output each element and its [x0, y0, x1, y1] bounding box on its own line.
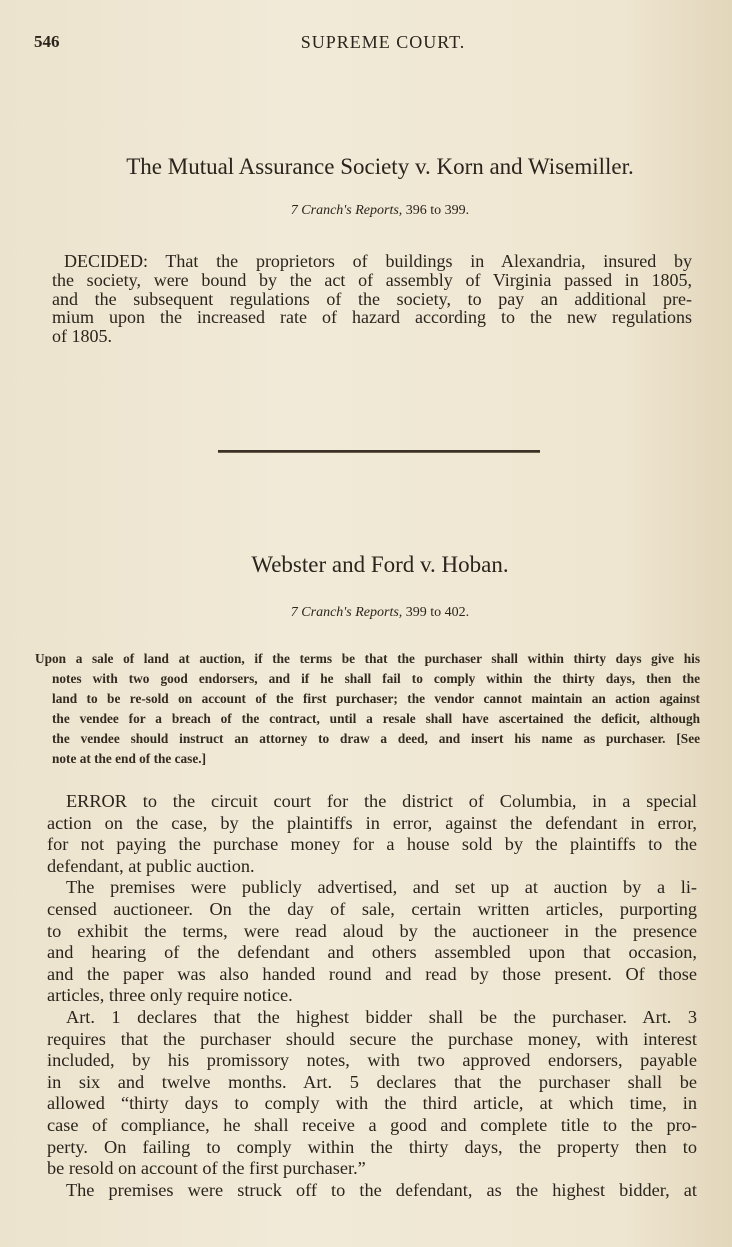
text-line: in six and twelve months. Art. 5 declares that the purchaser shall be [47, 1071, 697, 1092]
case1-citation [0, 203, 732, 219]
text-line: Art. 1 declares that the highest bidder shall be the purchaser. Art. 3 [66, 1007, 697, 1027]
text-line: included, by his promissory notes, with two approved endorsers, payable [47, 1050, 697, 1071]
text-line: action on the case, by the plaintiffs in error, against the defendant in error, [47, 812, 697, 833]
text-line: mium upon the increased rate of hazard according to the new regulations [52, 307, 692, 328]
text-line: be resold on account of the first purchaser.” [47, 1158, 366, 1179]
text-line: DECIDED: That the proprietors of buildings in Alexandria, insured by [64, 251, 692, 271]
text-line: and the paper was also handed round and read by those present. Of those [47, 963, 697, 984]
text-line: and hearing of the defendant and others assembled upon that occasion, [47, 942, 697, 963]
text-line: Upon a sale of land at auction, if the terms be that the purchaser shall within thirty days give his [35, 651, 700, 666]
text-line: and the subsequent regulations of the society, to pay an additional pre- [52, 288, 692, 309]
case1-citation-reporter: 7 Cranch's Reports, [290, 203, 403, 218]
text-line: The premises were publicly advertised, and set up at auction by a li- [66, 877, 697, 898]
case2-citation [0, 605, 732, 621]
text-line: perty. On failing to comply within the thirty days, the property then to [47, 1136, 697, 1157]
text-line: to exhibit the terms, were read aloud by the auctioneer in the presence [47, 920, 697, 941]
running-title: SUPREME COURT. [300, 32, 466, 52]
text-line: case of compliance, he shall receive a good and complete title to the pro- [47, 1115, 697, 1135]
text-line: land to be re-sold on account of the first purchaser; the vendor cannot maintain an action against [52, 691, 700, 706]
text-line: requires that the purchaser should secure the purchase money, with interest [47, 1028, 697, 1049]
text-line: of 1805. [52, 326, 112, 347]
text-line: articles, three only require notice. [47, 985, 293, 1006]
text-line: allowed “thirty days to comply with the third article, at which time, in [47, 1093, 697, 1114]
case2-title: Webster and Ford v. Hoban. [251, 552, 509, 577]
text-line: note at the end of the case.] [52, 751, 206, 766]
case2-citation-reporter: 7 Cranch's Reports, [290, 605, 403, 620]
text-line: the vendee for a breach of the contract, until a resale shall have ascertained the deficit, although [52, 711, 700, 726]
text-line: for not paying the purchase money for a house sold by the plaintiffs to the [47, 834, 697, 855]
case2-citation-pages: 399 to 402. [405, 605, 470, 620]
case1-title: The Mutual Assurance Society v. Korn and Wisemiller. [126, 154, 634, 179]
case1-citation-pages: 396 to 399. [405, 203, 470, 218]
text-line: the society, were bound by the act of assembly of Virginia passed in 1805, [52, 269, 692, 290]
text-line: The premises were struck off to the defendant, as the highest bidder, at [66, 1179, 697, 1200]
text-line: notes with two good endorsers, and if he shall fail to comply within the thirty days, then the [52, 671, 700, 686]
section-divider [218, 450, 540, 453]
text-line: ERROR to the circuit court for the district of Columbia, in a special [66, 791, 697, 811]
text-line: censed auctioneer. On the day of sale, certain written articles, purporting [47, 899, 697, 919]
text-line: defendant, at public auction. [47, 855, 255, 876]
page-number: 546 [34, 32, 60, 51]
text-line: the vendee should instruct an attorney to draw a deed, and insert his name as purchaser. [See [52, 731, 700, 746]
